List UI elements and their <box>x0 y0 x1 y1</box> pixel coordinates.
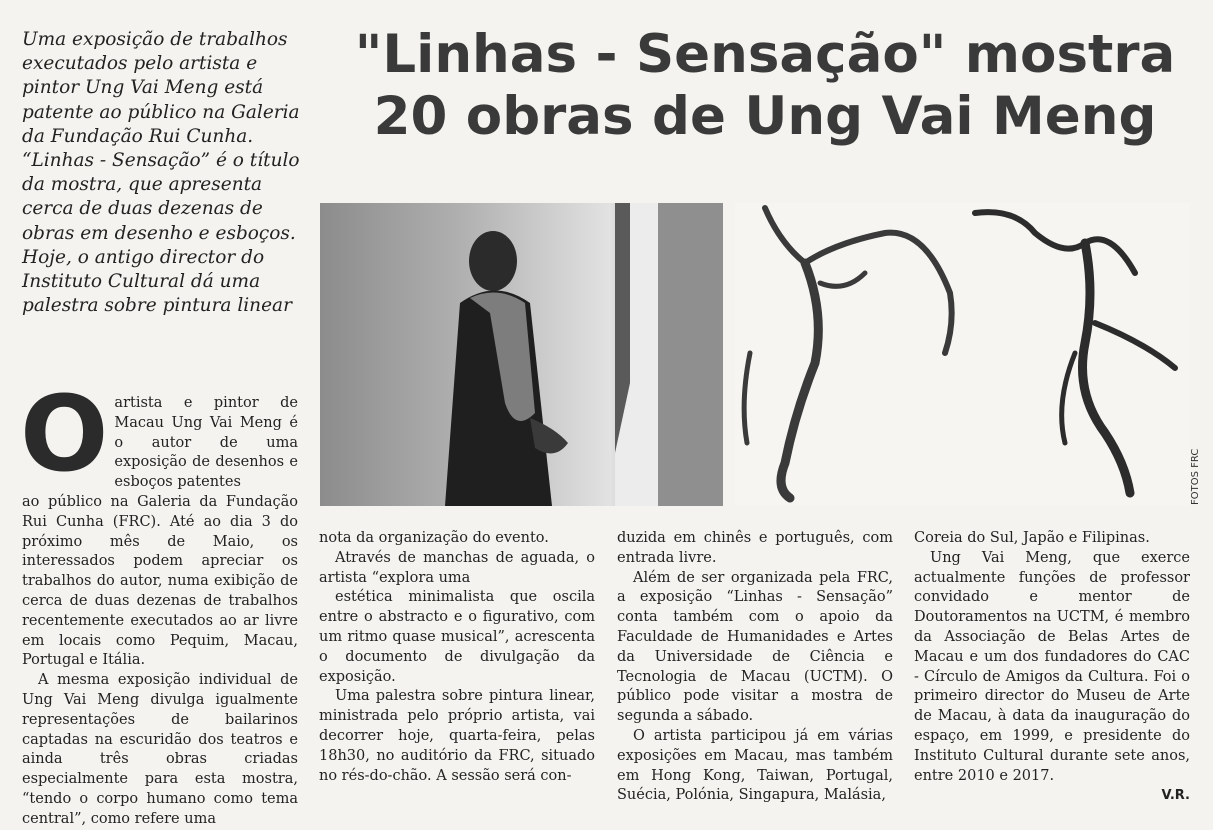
headline <box>330 24 1200 148</box>
paragraph-4: Através de manchas de aguada, o artista “explora uma <box>319 549 595 586</box>
paragraph-9: O artista participou já em várias exposições em Macau, mas também em Hong Kong, Taiwan, Portugal, Suécia, Polónia, Singapura, Malásia, <box>617 727 893 804</box>
article-column-3 <box>617 529 893 806</box>
drawings <box>735 203 1190 506</box>
dancer-drawings <box>735 203 1190 506</box>
paragraph-2: A mesma exposição individual de Ung Vai Meng divulga igualmente representações de bailarinos captadas na escuridão dos teatros e ainda três obras criadas especialmente para esta mostra, “tendo o corpo humano como tema central”, como refere uma <box>22 672 298 827</box>
paragraph-6: Uma palestra sobre pintura linear, ministrada pelo próprio artista, vai decorrer hoje, quarta-feira, pelas 18h30, no auditório da FRC, situado no rés-do-chão. A sessão será con- <box>319 688 595 784</box>
paragraph-5: estética minimalista que oscila entre o abstracto e o figurativo, com um ritmo quase musical”, acrescenta o documento de divulgação da exposição. <box>319 589 595 685</box>
headline-line-2: 20 obras de Ung Vai Meng <box>373 86 1157 147</box>
paragraph-11: Ung Vai Meng, que exerce actualmente funções de professor convidado e mentor de Doutoramentos na UCTM, é membro da Associação de Belas Artes de Macau e um dos fundadores do CAC - Círculo de Amigos da Cultura. Foi o primeiro director do Museu de Arte de Macau, à data da inauguração do espaço, em 1999, e presidente do Instituto Cultural durante sete anos, entre 2010 e 2017. <box>914 549 1190 784</box>
article-column-4 <box>914 529 1190 806</box>
artist-photo-illustration <box>320 203 723 506</box>
paragraph-7: duzida em chinês e português, com entrada livre. <box>617 530 893 566</box>
paragraph-8: Além de ser organizada pela FRC, a exposição “Linhas - Sensação” conta também com o apoio da Faculdade de Humanidades e Artes da Universidade de Ciência e Tecnologia de Macau (UCTM). O público pode visitar a mostra de segunda a sábado. <box>617 569 893 725</box>
lede: Uma exposição de trabalhos executados pelo artista e pintor Ung Vai Meng está patente ao público na Galeria da Fundação Rui Cunha. “Linhas - Sensação” é o título da mostra, que apresenta cerca de duas dezenas de obras em desenho e esboços. Hoje, o antigo director do Instituto Cultural dá uma palestra sobre pintura linear <box>22 29 300 317</box>
article-column-1 <box>20 373 298 830</box>
article-column-2 <box>319 529 595 786</box>
paragraph-1: ao público na Galeria da Fundação Rui Cunha (FRC). Até ao dia 3 do próximo mês de Maio, os interessados podem apreciar os trabalhos do autor, numa exibição de cerca de duas dezenas de trabalhos recentemente executados ao ar livre em locais como Pequim, Macau, Portugal e Itália. <box>22 493 298 669</box>
headline-line-1: "Linhas - Sensação" mostra <box>354 24 1176 85</box>
author-signature: V.R. <box>1161 788 1190 804</box>
photo-credit: FOTOS FRC <box>1190 448 1201 505</box>
drop-cap: O <box>20 373 109 495</box>
paragraph-10: Coreia do Sul, Japão e Filipinas. <box>914 530 1150 546</box>
artist-photo <box>320 203 723 506</box>
paragraph-3: nota da organização do evento. <box>319 530 549 546</box>
paragraph-1-lead: artista e pintor de Macau Ung Vai Meng é o autor de uma exposição de desenhos e esboços patentes <box>114 395 298 491</box>
